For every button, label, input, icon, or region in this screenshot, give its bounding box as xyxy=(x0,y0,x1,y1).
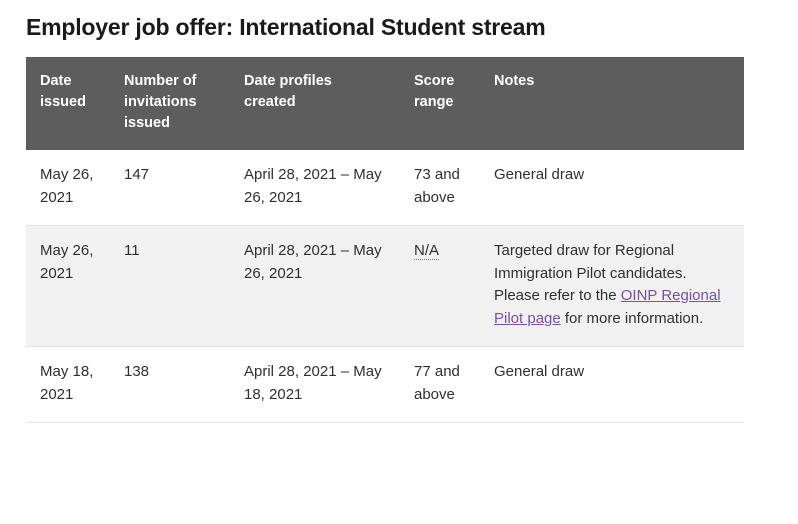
cell-date-profiles-created: April 28, 2021 – May 18, 2021 xyxy=(230,347,400,423)
table-header xyxy=(26,57,744,150)
column-header-score-range: Score range xyxy=(400,57,480,150)
cell-score-range: 77 and above xyxy=(400,347,480,423)
table-row xyxy=(26,226,744,347)
notes-text: General draw xyxy=(494,166,585,184)
cell-notes xyxy=(480,150,744,226)
cell-invitations-issued: 11 xyxy=(110,226,230,347)
table-body xyxy=(26,150,744,423)
not-applicable-abbr: N/A xyxy=(414,242,440,260)
cell-date-issued: May 26, 2021 xyxy=(26,150,110,226)
cell-score-range: 73 and above xyxy=(400,150,480,226)
table-row xyxy=(26,347,744,423)
cell-date-issued: May 18, 2021 xyxy=(26,347,110,423)
table-row xyxy=(26,150,744,226)
cell-date-profiles-created: April 28, 2021 – May 26, 2021 xyxy=(230,226,400,347)
cell-date-profiles-created: April 28, 2021 – May 26, 2021 xyxy=(230,150,400,226)
cell-notes xyxy=(480,226,744,347)
cell-date-issued: May 26, 2021 xyxy=(26,226,110,347)
table-header-row xyxy=(26,57,744,150)
oinp-regional-pilot-link[interactable]: OINP Regional Pilot page xyxy=(494,287,721,327)
notes-text-after-link: for more information. xyxy=(560,309,704,327)
cell-invitations-issued: 138 xyxy=(110,347,230,423)
cell-score-range xyxy=(400,226,480,347)
notes-text-before-link: Targeted draw for Regional Immigration Pilot candidates. Please refer to the xyxy=(494,242,687,305)
cell-notes xyxy=(480,347,744,423)
notes-text: General draw xyxy=(494,363,585,381)
page-title: Employer job offer: International Student stream xyxy=(26,14,546,40)
cell-invitations-issued: 147 xyxy=(110,150,230,226)
draw-results-table xyxy=(26,57,744,423)
column-header-date-issued: Date issued xyxy=(26,57,110,150)
column-header-notes: Notes xyxy=(480,57,744,150)
column-header-date-profiles-created: Date profiles created xyxy=(230,57,400,150)
column-header-invitations-issued: Number of invitations issued xyxy=(110,57,230,150)
